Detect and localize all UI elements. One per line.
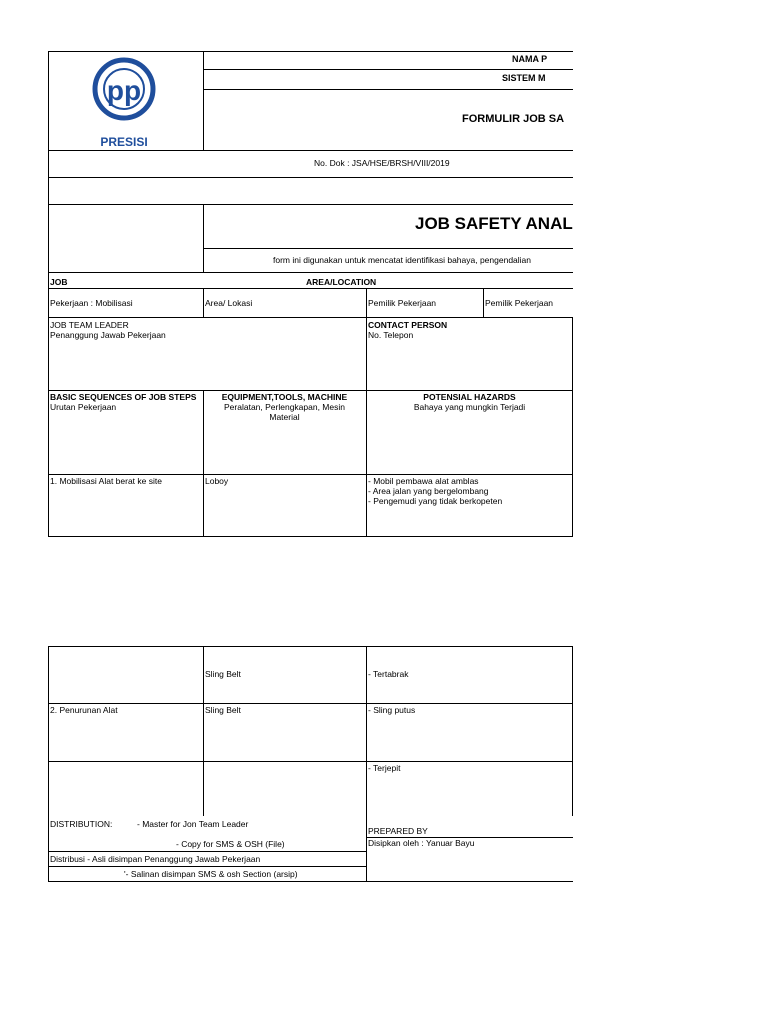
distribution-label: DISTRIBUTION: <box>50 819 113 829</box>
svg-text:pp: pp <box>106 75 142 106</box>
equipment-header: EQUIPMENT,TOOLS, MACHINE <box>221 392 348 402</box>
job-label: JOB <box>50 277 68 287</box>
pp-logo-icon <box>86 56 162 126</box>
contact-person-sub: No. Telepon <box>368 330 414 340</box>
doc-number: No. Dok : JSA/HSE/BRSH/VIII/2019 <box>314 158 450 168</box>
equipment-subheader-2: Material <box>269 412 300 422</box>
company-name: NAMA P <box>512 54 548 64</box>
hazard-line: - Pengemudi yang tidak berkopeten <box>368 496 503 506</box>
team-leader-sub: Penanggung Jawab Pekerjaan <box>50 330 166 340</box>
owner-label-2: Pemilik Pekerjaan <box>485 298 554 308</box>
equipment-subheader-1: Peralatan, Perlengkapan, Mesin <box>224 402 345 412</box>
logo-text: PRESISI <box>100 135 148 149</box>
second-table <box>48 646 573 816</box>
step-cell: 2. Penurunan Alat <box>50 705 118 715</box>
steps-header: BASIC SEQUENCES OF JOB STEPS <box>50 392 197 402</box>
form-description: form ini digunakan untuk mencatat identifikasi bahaya, pengendalian <box>273 255 532 265</box>
prepared-by-label: PREPARED BY <box>368 826 428 836</box>
step-cell: 1. Mobilisasi Alat berat ke site <box>50 476 162 486</box>
main-title: JOB SAFETY ANAL <box>415 214 573 233</box>
equipment-cell: Sling Belt <box>205 705 241 715</box>
distribution-original: Distribusi - Asli disimpan Penanggung Jawab Pekerjaan <box>50 854 261 864</box>
equipment-cell: Sling Belt <box>205 669 241 679</box>
hazard-cell: - Tertabrak <box>368 669 409 679</box>
hazards-subheader: Bahaya yang mungkin Terjadi <box>413 402 526 412</box>
hazard-cell: - Terjepit <box>368 763 401 773</box>
hazard-line: - Area jalan yang bergelombang <box>368 486 489 496</box>
steps-subheader: Urutan Pekerjaan <box>50 402 117 412</box>
doc-number-row <box>48 151 573 178</box>
hazard-cell: - Sling putus <box>368 705 416 715</box>
hazards-header: POTENSIAL HAZARDS <box>423 392 516 402</box>
job-value: Pekerjaan : Mobilisasi <box>50 298 133 308</box>
owner-label-1: Pemilik Pekerjaan <box>368 298 437 308</box>
system-name: SISTEM M <box>502 73 546 83</box>
area-label: AREA/LOCATION <box>306 277 377 287</box>
prepared-by-value: Disipkan oleh : Yanuar Bayu <box>368 838 475 848</box>
team-leader-label: JOB TEAM LEADER <box>50 320 129 330</box>
form-title: FORMULIR JOB SA <box>462 113 565 125</box>
hazard-line: - Mobil pembawa alat amblas <box>368 476 479 486</box>
blank-row <box>48 178 573 205</box>
distribution-salinan: '- Salinan disimpan SMS & osh Section (arsip) <box>124 869 298 879</box>
company-logo <box>86 56 162 148</box>
area-value: Area/ Lokasi <box>205 298 253 308</box>
equipment-cell: Loboy <box>205 476 229 486</box>
contact-person-label: CONTACT PERSON <box>368 320 448 330</box>
distribution-master: - Master for Jon Team Leader <box>137 819 249 829</box>
distribution-copy: - Copy for SMS & OSH (File) <box>176 839 285 849</box>
